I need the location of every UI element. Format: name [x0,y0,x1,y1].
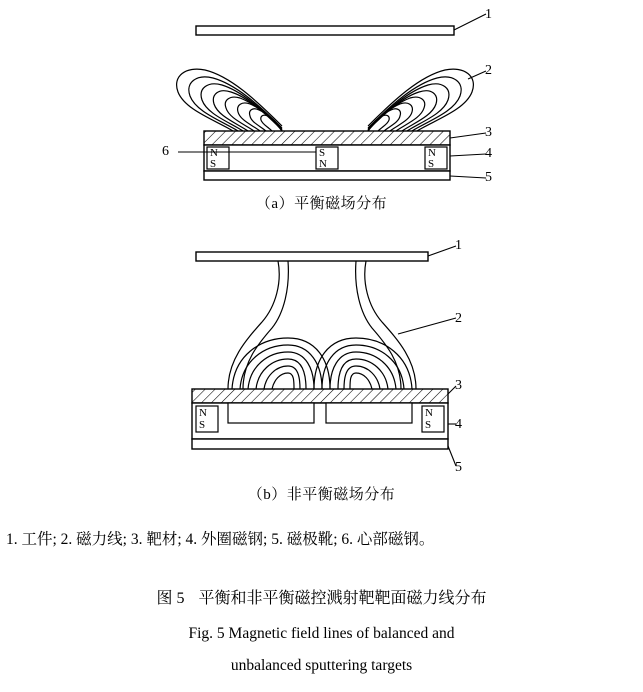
figure-title-en-line1: Fig. 5 Magnetic field lines of balanced and [188,625,455,642]
panel-b-workpiece [196,252,428,261]
panel-a-callout-2: 2 [485,63,492,78]
figure-title [0,585,643,608]
panel-b-magnet-1-north: N [199,407,207,419]
panel-b-field-lines-inner [232,338,412,389]
panel-b-leader-2 [398,318,456,334]
panel-a-pole-shoe [204,171,450,180]
panel-b-caption: （b）非平衡磁场分布 [247,487,396,503]
panel-a-drawing [177,14,486,180]
figure-legend: 1. 工件; 2. 磁力线; 3. 靶材; 4. 外圈磁钢; 5. 磁极靴; 6. 心部磁钢。 [6,531,435,548]
panel-a-magnet-2-north: N [319,158,327,170]
panel-b-magnet-row [192,403,448,439]
panel-b-magnet-1-south: S [199,419,206,431]
panel-a-magnet-1-south: S [210,158,217,170]
panel-a-callout-5: 5 [485,170,492,185]
panel-a-magnet-3-south: S [428,158,435,170]
panel-a-leader-1 [454,14,486,30]
panel-b-drawing [192,246,456,466]
panel-b-callout-5: 5 [455,460,462,475]
panel-b-target [192,389,448,403]
panel-a-callout-6: 6 [162,144,169,159]
panel-b-callout-2: 2 [455,311,462,326]
panel-b-callout-3: 3 [455,378,462,393]
panel-a-leader-2 [468,71,486,79]
panel-a-caption: （a）平衡磁场分布 [255,196,388,212]
panel-b-magnet-2-south: S [425,419,432,431]
panel-a-magnet-2-south: S [319,147,326,159]
panel-b-pole-shoe [192,439,448,449]
panel-a-magnet-row [204,145,450,171]
panel-a-magnet-3-north: N [428,147,436,159]
panel-b-leader-1 [428,246,456,256]
panel-a-target [204,131,450,145]
panel-a-leader-4 [450,154,486,156]
figure-title-en-line2: unbalanced sputtering targets [230,657,413,674]
panel-a-workpiece [196,26,454,35]
panel-b-field-lines-outer [228,261,416,389]
panel-b-callout-1: 1 [455,238,462,253]
figure-title-text: 平衡和非平衡磁控溅射靶靶面磁力线分布 [198,590,487,607]
panel-a-callout-1: 1 [485,7,492,22]
panel-a-field-lines-right [368,69,473,131]
panel-a-leader-5 [450,176,486,178]
panel-b-callout-4: 4 [455,417,462,432]
figure-title-number: 图 5 [156,590,185,607]
panel-a-callout-3: 3 [485,125,492,140]
panel-a-leader-3 [450,133,486,138]
panel-a-field-lines-left [177,69,282,131]
panel-b-magnet-2-north: N [425,407,433,419]
panel-a-callout-4: 4 [485,146,492,161]
panel-a-magnet-1-north: N [210,147,218,159]
